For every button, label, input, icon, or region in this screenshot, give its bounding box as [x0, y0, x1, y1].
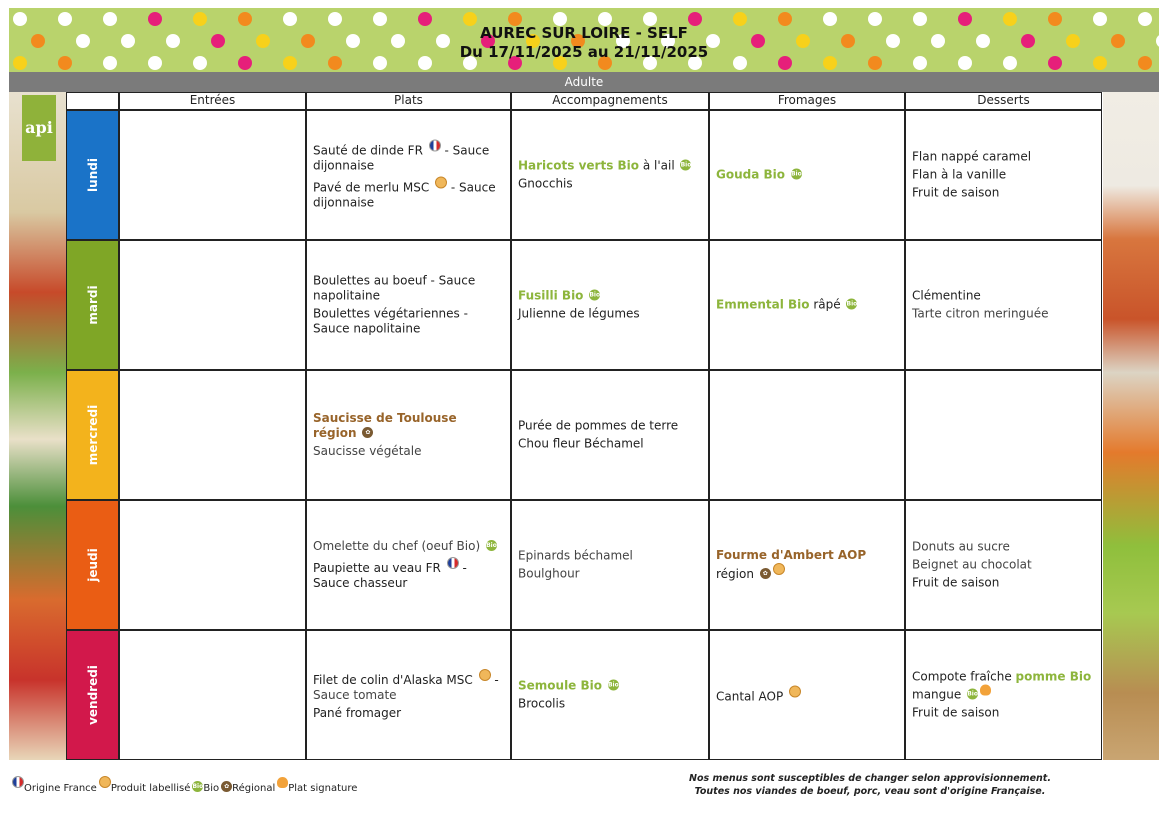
menu-item	[912, 670, 1095, 703]
cell-content	[716, 168, 898, 183]
menu-item-text: Saucisse de Toulouse région	[313, 411, 457, 440]
menu-cell-plats	[306, 240, 511, 370]
menu-item	[912, 289, 1095, 304]
table-corner	[66, 92, 119, 110]
regional-icon: ✿	[221, 781, 232, 792]
menu-item-text: Boulghour	[518, 566, 580, 581]
decorative-vegetables-left	[9, 92, 66, 760]
column-header: Entrées	[119, 92, 306, 110]
menu-item-text: Emmental Bio	[716, 297, 810, 312]
menu-cell-accompagnements	[511, 500, 709, 630]
column-header: Plats	[306, 92, 511, 110]
legend-label: Origine France	[24, 783, 97, 794]
menu-item	[716, 168, 898, 183]
day-name: vendredi	[85, 665, 100, 725]
footnote	[640, 772, 1100, 798]
cell-content	[716, 686, 898, 705]
column-header: Desserts	[905, 92, 1102, 110]
page-title	[9, 24, 1159, 62]
header-banner	[9, 8, 1159, 72]
menu-item-text: Semoule Bio	[518, 678, 603, 693]
menu-item-text: Flan à la vanille	[912, 167, 1007, 182]
menu-item-text: Fruit de saison	[912, 705, 1000, 720]
footnote-line-2: Toutes nos viandes de boeuf, porc, veau sont d'origine Française.	[694, 786, 1046, 797]
menu-cell-accompagnements	[511, 240, 709, 370]
menu-item	[716, 686, 898, 705]
day-label-jeudi	[66, 500, 119, 630]
france-flag-icon	[447, 557, 459, 569]
day-name: mardi	[85, 285, 100, 325]
menu-item	[518, 437, 702, 452]
menu-cell-fromages	[709, 500, 905, 630]
menu-item	[313, 140, 504, 174]
menu-item-text: Brocolis	[518, 696, 566, 711]
menu-item-text: Boulettes végétariennes - Sauce napolitaine	[313, 306, 468, 336]
menu-cell-plats	[306, 630, 511, 760]
menu-cell-accompagnements	[511, 370, 709, 500]
cell-content	[716, 298, 898, 313]
api-logo: api	[22, 95, 56, 161]
menu-item-text: Sauté de dinde FR	[313, 143, 427, 158]
menu-item-text: Filet de colin d'Alaska MSC	[313, 673, 477, 687]
menu-item-text: Saucisse végétale	[313, 444, 422, 458]
footnote-line-1: Nos menus sont susceptibles de changer selon approvisionnement.	[689, 773, 1051, 784]
legend-item	[277, 783, 357, 794]
menu-item-text: râpé	[809, 297, 845, 312]
menu-item-text: mangue	[912, 687, 966, 702]
section-label: Adulte	[9, 72, 1159, 92]
label-icon	[99, 776, 111, 788]
menu-cell-fromages	[709, 370, 905, 500]
menu-item-text: Fruit de saison	[912, 185, 1000, 200]
menu-cell-desserts	[905, 630, 1102, 760]
menu-item-text: Fourme d'Ambert AOP	[716, 548, 867, 562]
menu-item	[518, 159, 702, 174]
signature-icon	[277, 777, 288, 788]
cell-content	[716, 548, 898, 582]
signature-icon	[980, 685, 991, 696]
column-header: Fromages	[709, 92, 905, 110]
cell-content	[313, 140, 504, 211]
menu-item	[912, 706, 1095, 721]
menu-item-text: Fruit de saison	[912, 575, 1000, 590]
cell-content	[313, 411, 504, 459]
menu-item-text: Purée de pommes de terre	[518, 418, 679, 433]
bio-icon: Bio	[846, 300, 858, 308]
legend-item	[221, 783, 275, 794]
menu-item-text: Omelette du chef (oeuf Bio)	[313, 539, 484, 553]
menu-cell-entrees	[119, 370, 306, 500]
menu-item-text: Flan nappé caramel	[912, 149, 1032, 164]
legend-label: Bio	[203, 783, 220, 794]
cell-content	[518, 289, 702, 322]
menu-cell-plats	[306, 500, 511, 630]
cell-content	[912, 289, 1095, 322]
bio-icon: Bio	[192, 783, 204, 790]
cell-content	[518, 419, 702, 452]
france-flag-icon	[12, 776, 24, 788]
menu-item	[518, 567, 702, 582]
menu-item-text: Boulettes au boeuf - Sauce napolitaine	[313, 273, 476, 303]
menu-item-text: Pané fromager	[313, 706, 402, 720]
menu-item-text: pomme Bio	[1015, 669, 1092, 684]
label-icon	[773, 563, 785, 575]
legend	[12, 776, 359, 794]
day-name: lundi	[85, 158, 100, 192]
menu-cell-desserts	[905, 110, 1102, 240]
menu-cell-fromages	[709, 630, 905, 760]
cell-content	[313, 669, 504, 721]
bio-icon: Bio	[967, 690, 978, 698]
bio-icon: Bio	[486, 542, 497, 549]
legend-item	[12, 783, 97, 794]
menu-item	[912, 186, 1095, 201]
menu-item	[313, 444, 504, 459]
label-icon	[789, 686, 801, 698]
menu-item-text	[602, 679, 606, 693]
regional-icon: ✿	[362, 427, 373, 438]
day-label-lundi	[66, 110, 119, 240]
menu-item	[912, 558, 1095, 573]
cell-content	[518, 549, 702, 582]
legend-label: Plat signature	[288, 783, 358, 794]
france-flag-icon	[429, 140, 441, 152]
menu-item	[313, 307, 504, 337]
menu-item-text: région	[716, 567, 758, 581]
column-header: Accompagnements	[511, 92, 709, 110]
menu-item	[912, 540, 1095, 555]
menu-item	[313, 539, 504, 554]
menu-item-text: à l'ail	[639, 158, 679, 173]
menu-item-text	[785, 168, 789, 182]
menu-item-text: Sauce tomate	[313, 688, 397, 702]
menu-item-text: Julienne de légumes	[518, 306, 640, 321]
menu-item	[518, 679, 702, 694]
menu-item-text: Tarte citron meringuée	[912, 306, 1049, 321]
cell-content	[912, 150, 1095, 201]
bio-icon: Bio	[589, 291, 601, 299]
menu-item	[518, 697, 702, 712]
menu-cell-accompagnements	[511, 630, 709, 760]
menu-item-text: Fusilli Bio	[518, 288, 584, 303]
menu-cell-desserts	[905, 240, 1102, 370]
menu-cell-plats	[306, 370, 511, 500]
menu-cell-entrees	[119, 500, 306, 630]
menu-item	[716, 548, 898, 582]
label-icon	[479, 669, 491, 681]
menu-item-text: Cantal AOP	[716, 689, 788, 704]
day-name: mercredi	[85, 404, 100, 466]
menu-item	[716, 298, 898, 313]
menu-item-text: Beignet au chocolat	[912, 557, 1032, 572]
menu-item-text: Paupiette au veau FR	[313, 561, 445, 575]
menu-item-text: Haricots verts Bio	[518, 158, 640, 173]
legend-item	[192, 783, 219, 794]
day-label-mardi	[66, 240, 119, 370]
menu-item	[518, 549, 702, 564]
bio-icon: Bio	[790, 170, 802, 178]
legend-label: Produit labellisé	[110, 783, 191, 794]
cell-content	[518, 679, 702, 712]
menu-cell-fromages	[709, 110, 905, 240]
day-label-vendredi	[66, 630, 119, 760]
menu-item-text: Gnocchis	[518, 176, 573, 191]
cell-content	[518, 159, 702, 192]
menu-item-text: Pavé de merlu MSC	[313, 180, 434, 195]
menu-item	[912, 576, 1095, 591]
menu-item-text: Clémentine	[912, 288, 981, 303]
menu-item-text: Donuts au sucre	[912, 539, 1010, 554]
day-label-mercredi	[66, 370, 119, 500]
day-name: jeudi	[85, 548, 100, 582]
label-icon	[435, 177, 447, 189]
menu-cell-entrees	[119, 630, 306, 760]
menu-item	[912, 168, 1095, 183]
bio-icon: Bio	[607, 681, 619, 689]
menu-dates: Du 17/11/2025 au 21/11/2025	[459, 43, 709, 61]
menu-item	[912, 307, 1095, 322]
menu-item	[313, 274, 504, 304]
regional-icon: ✿	[760, 568, 771, 579]
cell-content	[912, 670, 1095, 721]
cell-content	[912, 540, 1095, 591]
menu-item	[313, 557, 504, 591]
menu-cell-fromages	[709, 240, 905, 370]
menu-item-text	[583, 289, 587, 303]
decorative-vegetables-right	[1103, 92, 1159, 760]
menu-item-text: - Sauce chasseur	[313, 561, 467, 590]
menu-cell-accompagnements	[511, 110, 709, 240]
menu-item-text: - Sauce dijonnaise	[313, 143, 490, 173]
menu-item-text: Epinards béchamel	[518, 548, 633, 563]
legend-label: Régional	[232, 783, 276, 794]
restaurant-name: AUREC SUR LOIRE - SELF	[480, 24, 688, 42]
menu-item	[518, 307, 702, 322]
menu-item	[313, 706, 504, 721]
menu-item-text: Compote fraîche	[912, 669, 1016, 684]
menu-cell-desserts	[905, 370, 1102, 500]
menu-item-text: -	[490, 673, 499, 687]
cell-content	[313, 274, 504, 337]
menu-cell-entrees	[119, 240, 306, 370]
menu-item	[313, 669, 504, 703]
menu-item-text: - Sauce dijonnaise	[313, 180, 496, 210]
menu-table	[66, 92, 1103, 760]
bio-icon: Bio	[680, 161, 692, 169]
menu-item	[313, 177, 504, 211]
menu-item	[912, 150, 1095, 165]
menu-cell-entrees	[119, 110, 306, 240]
menu-item	[518, 177, 702, 192]
menu-item-text: Gouda Bio	[716, 167, 786, 182]
menu-item-text	[357, 426, 361, 440]
menu-item	[518, 289, 702, 304]
menu-cell-plats	[306, 110, 511, 240]
menu-item-text: Chou fleur Béchamel	[518, 436, 644, 451]
menu-item	[313, 411, 504, 441]
cell-content	[313, 539, 504, 591]
legend-item	[99, 783, 191, 794]
menu-cell-desserts	[905, 500, 1102, 630]
menu-item	[518, 419, 702, 434]
